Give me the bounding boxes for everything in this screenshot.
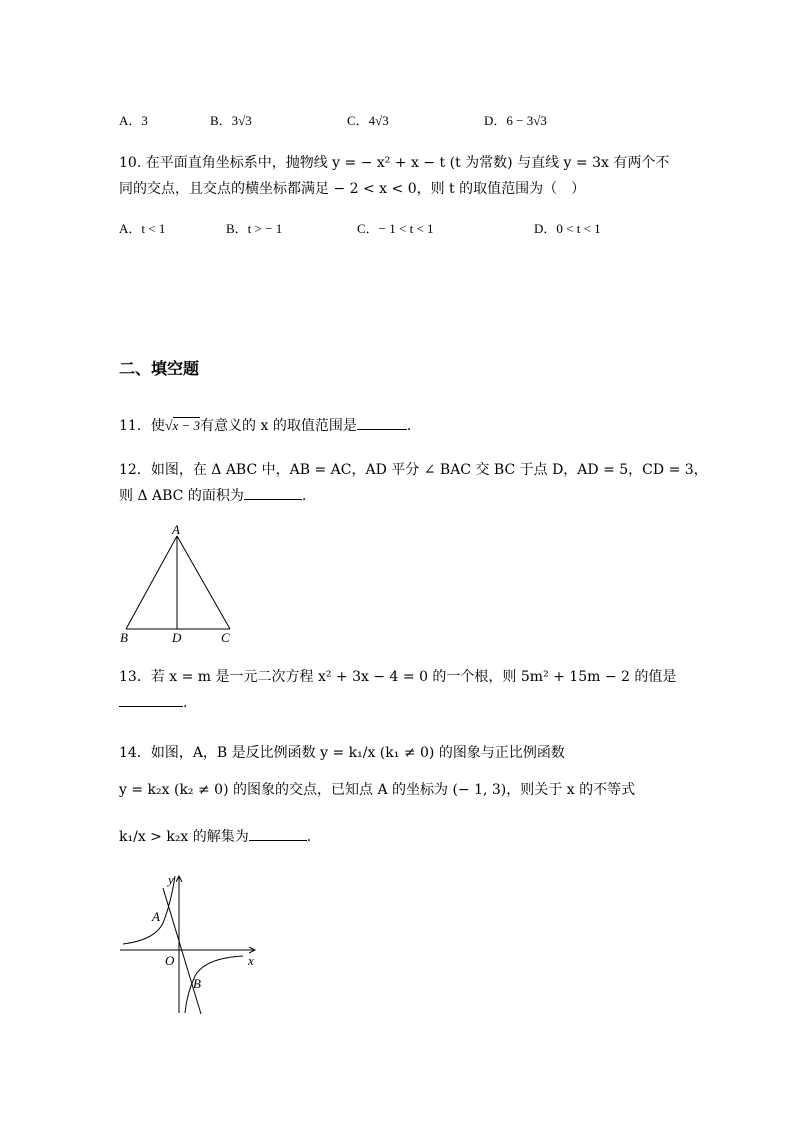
q11-radical-sign: √ xyxy=(164,419,173,434)
q9-option-d: D．6 − 3√3 xyxy=(484,113,547,128)
label-point-b: B xyxy=(120,630,128,645)
q11-text-before: 11．使 xyxy=(119,418,165,434)
q10-option-a: A．t < 1 xyxy=(119,221,166,236)
q9-option-c: C．4√3 xyxy=(347,113,389,128)
q12-end: . xyxy=(301,488,307,504)
q10-stem-line2: 同的交点，且交点的横坐标都满足 − 2 < x < 0，则 t 的取值范围为（ ） xyxy=(119,181,586,197)
segment-ac xyxy=(177,536,230,629)
q13-stem-line1: 13．若 x = m 是一元二次方程 x² + 3x − 4 = 0 的一个根，则 5m² + 15m − 2 的值是 xyxy=(119,669,677,685)
q11-end: . xyxy=(406,418,412,434)
label-point-c: C xyxy=(221,630,230,645)
segment-ab xyxy=(126,536,177,629)
q11-stem xyxy=(119,415,411,437)
q14-end: . xyxy=(306,829,312,845)
q12-stem-line1: 12．如图，在 Δ ABC 中，AB = AC，AD 平分 ∠ BAC 交 BC 于点 D，AD = 5，CD = 3， xyxy=(119,462,708,478)
label-origin: O xyxy=(165,953,175,968)
q12-stem-line2-text: 则 Δ ABC 的面积为 xyxy=(119,488,244,504)
q14-stem-line1: 14．如图，A，B 是反比例函数 y = k₁/x (k₁ ≠ 0) 的图象与正比例函数 xyxy=(119,745,565,761)
q14-stem-line3 xyxy=(119,826,311,847)
q11-text-after: 有意义的 x 的取值范围是 xyxy=(200,418,357,434)
q14-function-graph xyxy=(115,868,275,1018)
q14-stem-line3-text: k₁/x > k₂x 的解集为 xyxy=(119,829,249,845)
label-x-axis: x xyxy=(248,953,254,968)
q13-answer-blank xyxy=(119,692,183,707)
q12-triangle-figure xyxy=(110,518,250,646)
q10-stem-line1: 10. 在平面直角坐标系中，抛物线 y = − x² + x − t (t 为常数) 与直线 y = 3x 有两个不 xyxy=(119,155,670,171)
section-title-fill-in: 二、填空题 xyxy=(119,359,200,378)
q12-stem-line2 xyxy=(119,485,306,506)
q11-radicand: x − 3 xyxy=(172,418,201,433)
q13-end: . xyxy=(183,695,188,711)
q14-answer-blank xyxy=(249,826,307,841)
proportional-line xyxy=(163,888,201,1014)
q13-stem-line2 xyxy=(119,692,187,713)
q14-stem-line2: y = k₂x (k₂ ≠ 0) 的图象的交点，已知点 A 的坐标为 (− 1, 3)，则关于 x 的不等式 xyxy=(119,782,636,798)
q10-option-b: B．t > − 1 xyxy=(226,221,283,236)
q9-option-a: A．3 xyxy=(119,113,148,128)
q10-option-c: C．− 1 < t < 1 xyxy=(357,221,434,236)
q10-option-d: D．0 < t < 1 xyxy=(534,221,601,236)
label-point-a: A xyxy=(152,909,160,924)
label-point-d: D xyxy=(172,630,182,645)
q12-answer-blank xyxy=(244,485,302,500)
label-point-b: B xyxy=(193,976,201,991)
q9-option-b: B．3√3 xyxy=(210,113,252,128)
label-y-axis: y xyxy=(168,872,174,887)
q11-answer-blank xyxy=(357,415,407,430)
label-point-a: A xyxy=(172,522,180,537)
